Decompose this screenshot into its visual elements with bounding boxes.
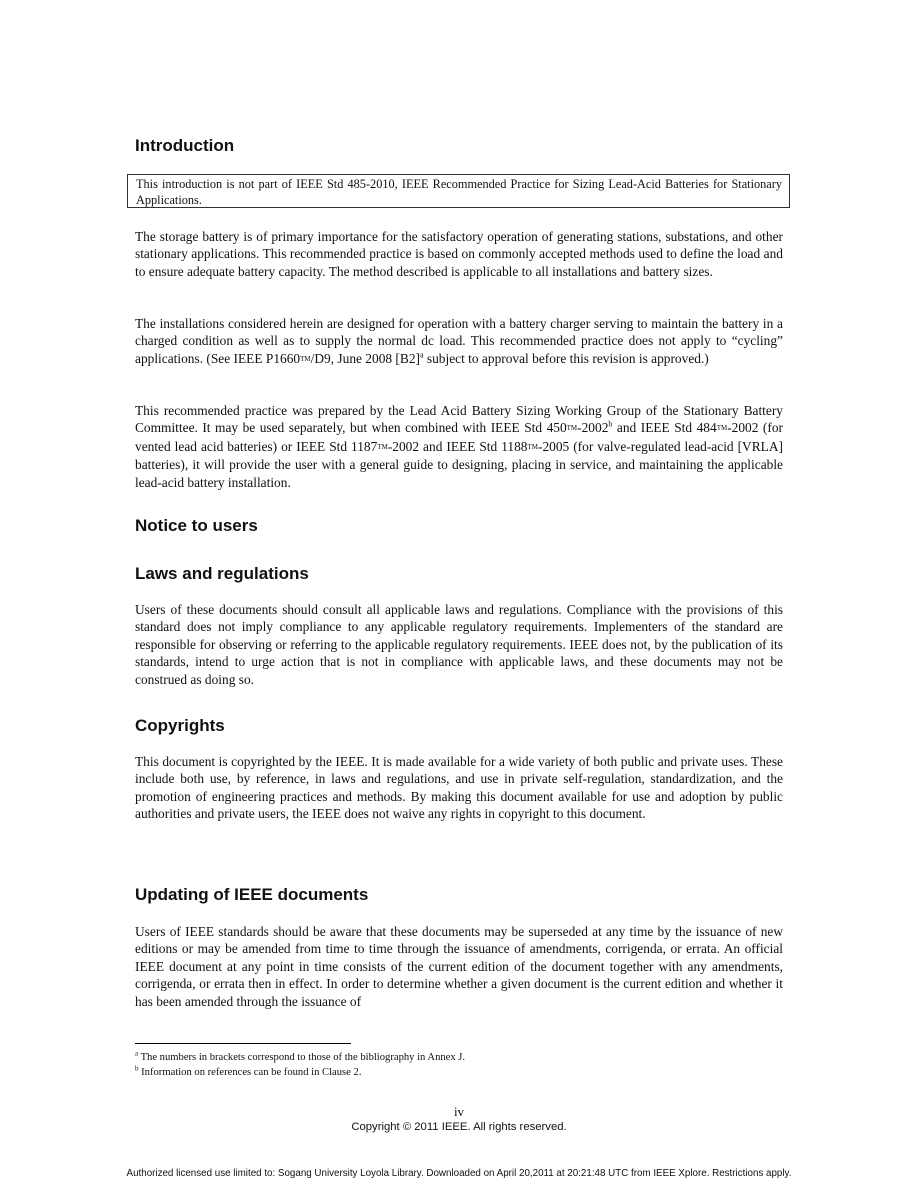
laws-paragraph: Users of these documents should consult all applicable laws and regulations. Compliance with the provisions of this standard does not imply compliance to any applicable regulatory requirements. Implementers of the standard are responsible for observing or referring to the applicable regulatory requirements. IEEE does not, by the publication of its standards, intend to urge action that is not in compliance with applicable laws, and these documents may not be construed as doing so. xyxy=(135,602,783,687)
introduction-heading: Introduction xyxy=(135,136,235,155)
notice-heading: Notice to users xyxy=(135,516,258,535)
footnote-ref-a: a xyxy=(419,350,424,360)
introduction-note-text: This introduction is not part of IEEE Std 485-2010, IEEE Recommended Practice for Sizing Lead-Acid Batteries for Stationary Applications. xyxy=(136,177,782,208)
copyrights-paragraph: This document is copyrighted by the IEEE. It is made available for a wide variety of both public and private uses. These include both use, by reference, in laws and regulations, and use in private self-regulation, standardization, and the promotion of engineering practices and methods. By making this document available for use and adoption by public authorities and private users, the IEEE does not waive any rights in copyright to this document. xyxy=(135,754,783,822)
footnote-separator xyxy=(135,1043,351,1044)
updating-paragraph: Users of IEEE standards should be aware that these documents may be superseded at any time by the issuance of new editions or may be amended from time to time through the issuance of amendments, corrigenda, or errata. An official IEEE document at any point in time consists of the current edition of the document together with any amendments, corrigenda, or errata then in effect. In order to determine whether a given document is the current edition and whether it has been amended through the issuance of xyxy=(135,924,783,1009)
copyright-line: Copyright © 2011 IEEE. All rights reserved. xyxy=(351,1121,567,1133)
authorization-notice: Authorized licensed use limited to: Sogang University Loyola Library. Downloaded on April 20,2011 at 20:21:48 UTC from IEEE Xplore. Restrictions apply. xyxy=(126,1168,792,1179)
introduction-paragraph-1: The storage battery is of primary importance for the satisfactory operation of generating stations, substations, and other stationary applications. This recommended practice is based on commonly accepted methods used to define the load and to ensure adequate battery capacity. The method described is applicable to all installations and battery sizes. xyxy=(135,229,783,279)
copyrights-heading: Copyrights xyxy=(135,716,225,735)
footnote-ref-b: b xyxy=(608,419,613,429)
footnote-a: $^a$ The numbers in brackets correspond to those of the bibliography in Annex J. xyxy=(135,1049,466,1063)
page-number: iv xyxy=(453,1104,465,1119)
introduction-paragraph-3: This recommended practice was prepared by the Lead Acid Battery Sizing Working Group of the Stationary Battery Committee. It may be used separately, but when combined with IEEE Std 450TM-2002$^b$ and IEEE Std 484TM-2002 (for vented lead acid batteries) or IEEE Std 1187TM-2002 and IEEE Std 1188TM-2005 (for valve-regulated lead-acid [VRLA] batteries), it will provide the user with a general guide to designing, placing in service, and maintaining the applicable lead-acid battery installation. xyxy=(135,403,783,490)
introduction-note-box xyxy=(127,174,790,208)
footnote-b: $^b$ Information on references can be found in Clause 2. xyxy=(135,1064,362,1078)
updating-heading: Updating of IEEE documents xyxy=(135,885,369,904)
laws-heading: Laws and regulations xyxy=(135,564,309,583)
introduction-paragraph-2: The installations considered herein are designed for operation with a battery charger serving to maintain the battery in a charged condition as well as to supply the normal dc load. This recommended practice does not apply to “cycling” applications. (See IEEE P1660TM/D9, June 2008 $[B2]^a$ subject to approval before this revision is approved.) xyxy=(135,316,783,366)
